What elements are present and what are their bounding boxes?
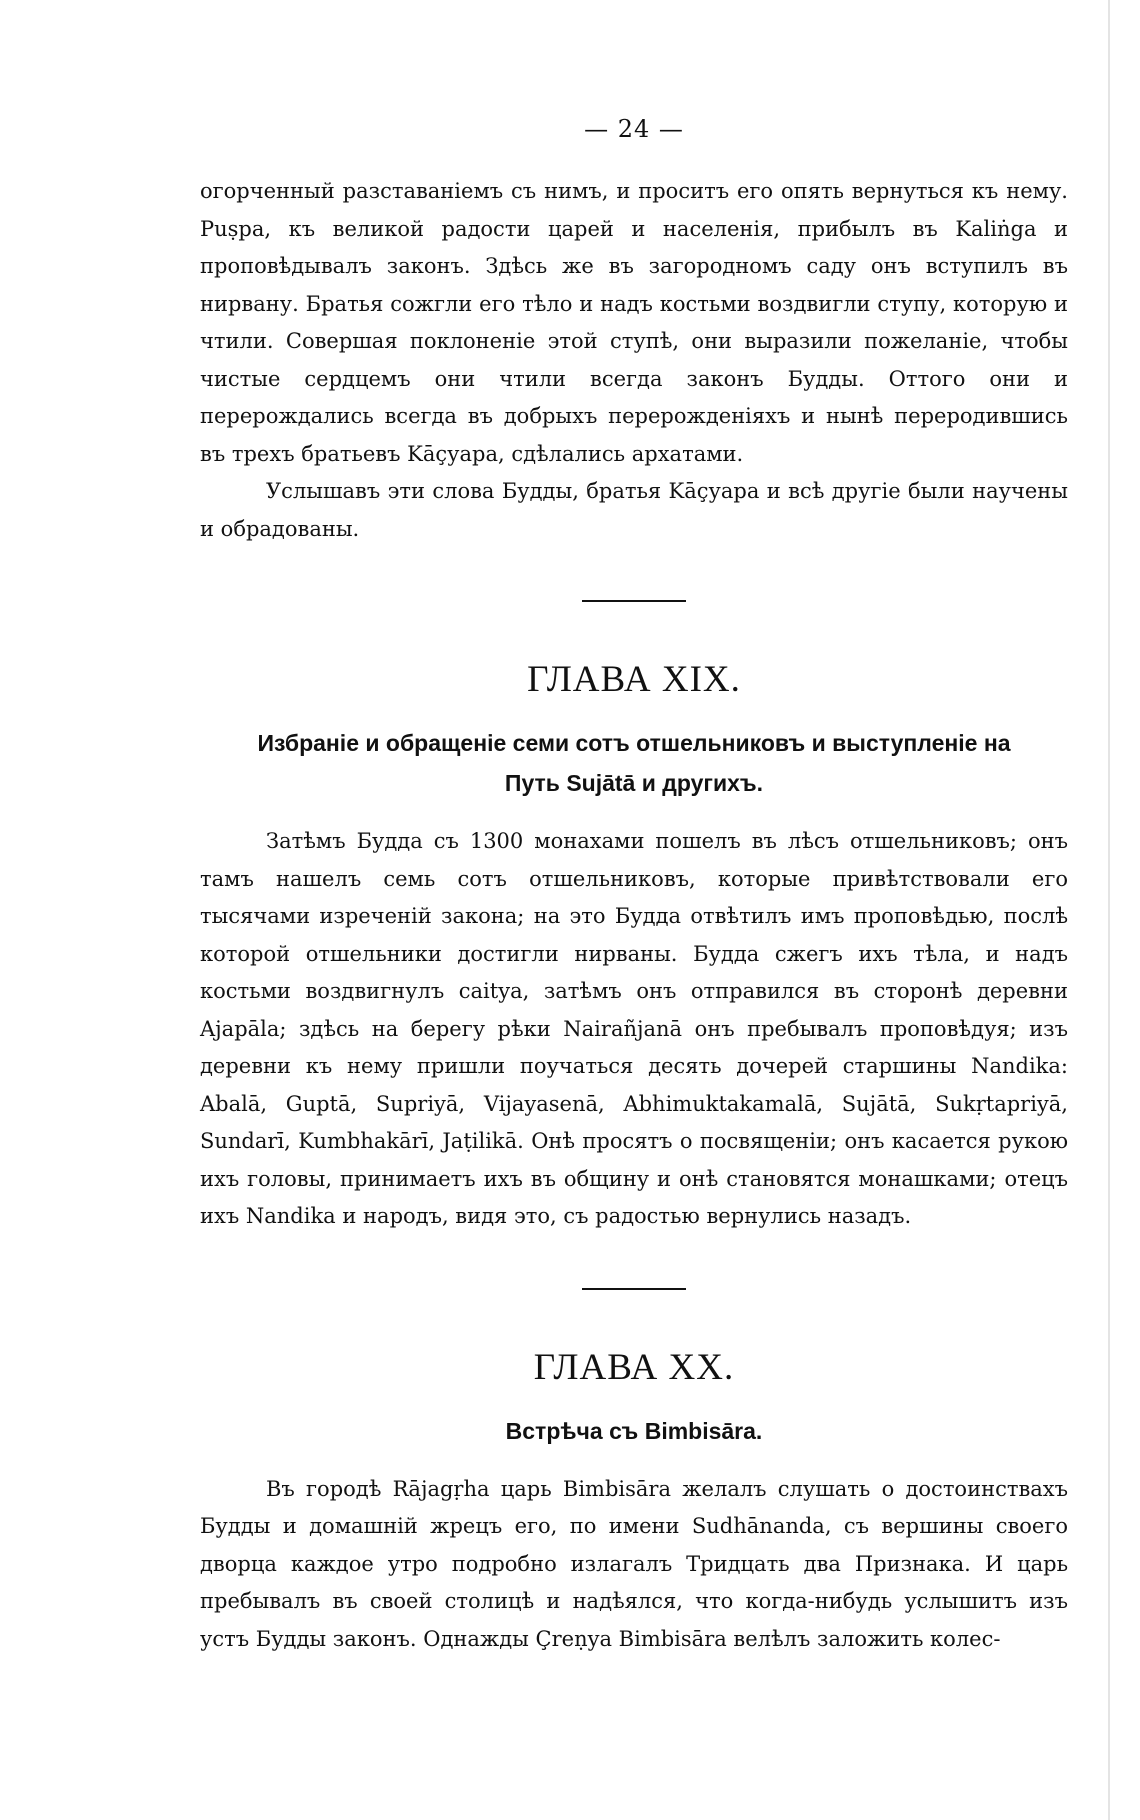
chapter-19-subtitle-line-2: Путь Sujātā и другихъ.: [504, 770, 764, 796]
chapter-19-title: ГЛАВА XIX.: [527, 659, 741, 700]
book-page: [200, 115, 1068, 1658]
chapter-19-paragraph: Затѣмъ Будда съ 1300 монахами пошелъ въ лѣсъ отшельниковъ; онъ тамъ нашелъ семь сотъ отшельниковъ, которые привѣтствовали его тысячами изреченій закона; на это Будда отвѣтилъ имъ проповѣдью, послѣ которой отшельники достигли нирваны. Будда сжегъ ихъ тѣла, и надъ костьми воздвигнулъ caitya, затѣмъ онъ отправился въ сторонѣ деревни Ajapāla; здѣсь на берегу рѣки Nairañjanā онъ пребывалъ проповѣдуя; изъ деревни къ нему пришли поучаться десять дочерей старшины Nandika: Abalā, Guptā, Supriyā, Vijayasenā, Abhimuktakamalā, Sujātā, Sukṛtapriyā, Sundarī, Kumbhakārī, Jaṭilikā. Онѣ просятъ о посвященіи; онъ касается рукою ихъ головы, принимаетъ ихъ въ общину и онѣ становятся монашками; отецъ ихъ Nandika и народъ, видя это, съ радостью вернулись назадъ.: [200, 829, 1068, 1228]
paragraph-conclusion: Услышавъ эти слова Будды, братья Kāçуара и всѣ другіе были научены и обрадованы.: [200, 479, 1068, 541]
chapter-20-title: ГЛАВА XX.: [533, 1346, 735, 1388]
paragraph-continuation: огорченный разставаніемъ съ нимъ, и проситъ его опять вернуться къ нему. Puṣpa, къ великой радости царей и населенія, прибылъ въ Kaliṅga и проповѣдывалъ законъ. Здѣсь же въ загородномъ саду онъ вступилъ въ нирвану. Братья сожгли его тѣло и надъ костьми воздвигли ступу, которую и чтили. Совершая поклоненіе этой ступѣ, они выразили пожеланіе, чтобы чистые сердцемъ они чтили всегда законъ Будды. Оттого они и перерождались всегда въ добрыхъ перерожденіяхъ и нынѣ переродившись въ трехъ братьевъ Kāçуара, сдѣлались архатами.: [200, 179, 1068, 466]
chapter-19-subtitle-line-1: Избраніе и обращеніе семи сотъ отшельниковъ и выступленіе на: [257, 730, 1011, 756]
chapter-20-subtitle: Встрѣча съ Bimbisāra.: [505, 1417, 763, 1444]
section-divider: [582, 1288, 686, 1290]
chapter-19-subtitle: [200, 723, 1068, 803]
page-number: — 24 —: [584, 115, 684, 143]
chapter-20-paragraph: Въ городѣ Rājagṛha царь Bimbisāra желалъ слушать о достоинствахъ Будды и домашній жрецъ его, по имени Sudhānanda, съ вершины своего дворца каждое утро подробно излагалъ Тридцать два Признака. И царь пребывалъ въ своей столицѣ и надѣялся, что когда-нибудь услышитъ изъ устъ Будды законъ. Однажды Çreṇya Bimbisāra велѣлъ заложить колес-: [200, 1476, 1068, 1651]
section-divider: [582, 600, 686, 602]
page-edge-line: [1108, 0, 1110, 1820]
